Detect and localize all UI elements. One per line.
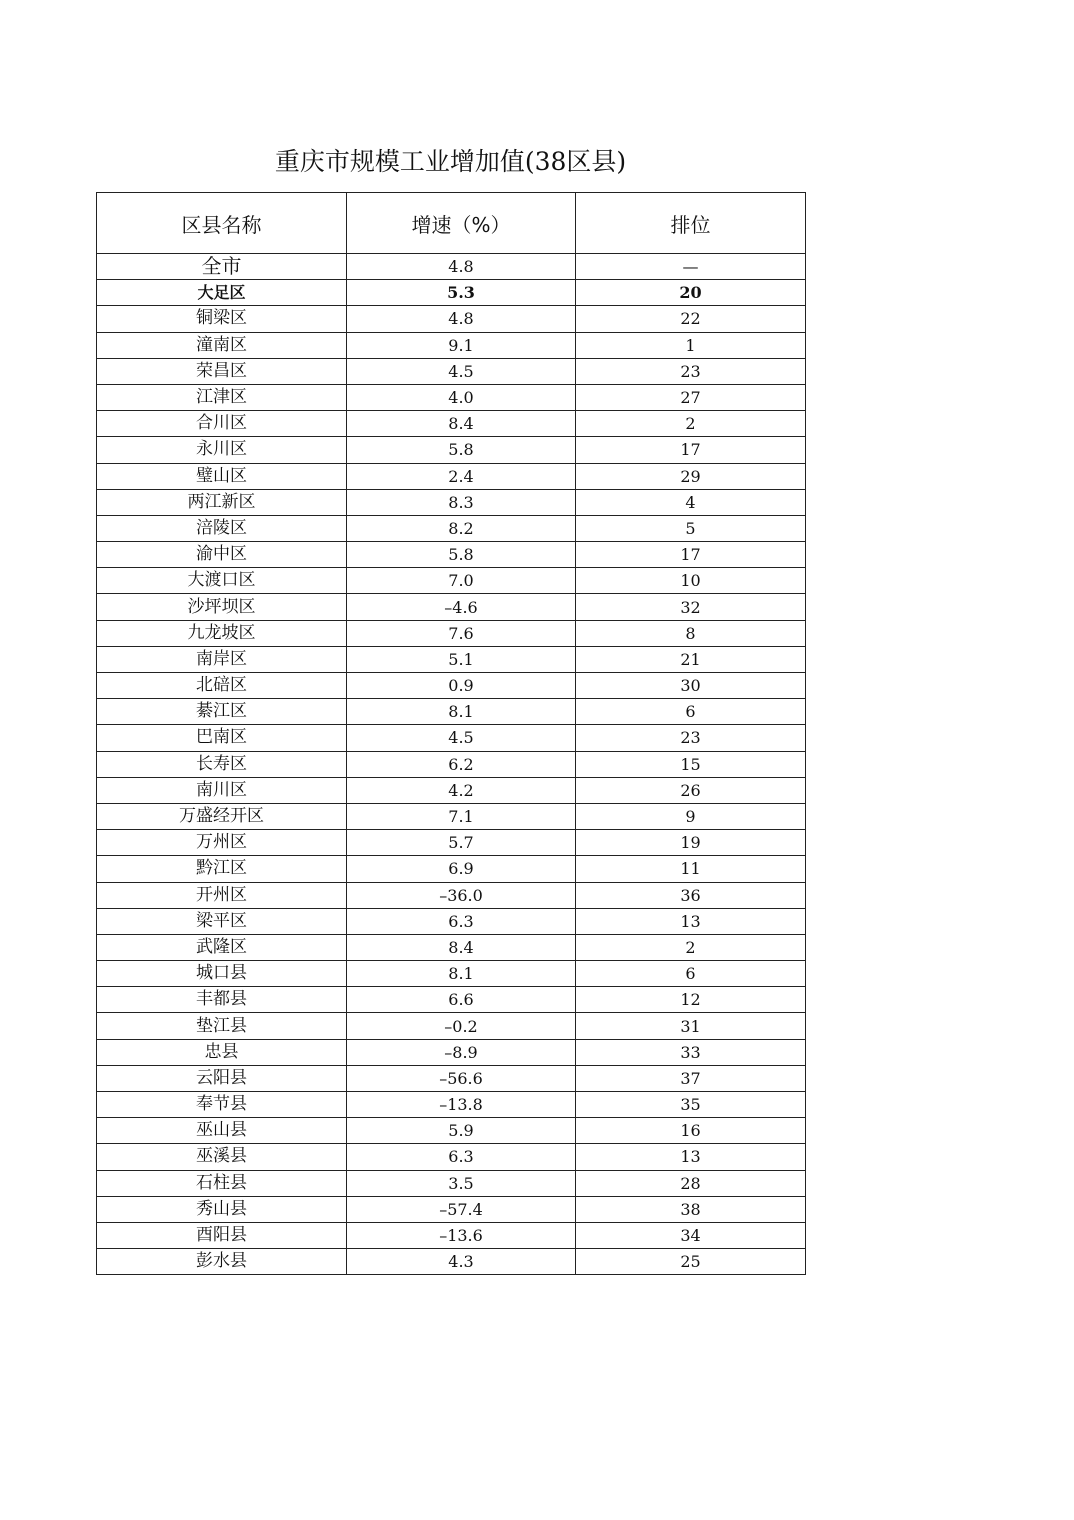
header-district: 区县名称 [97,193,347,254]
rank-value: 26 [576,777,806,803]
table-row [97,830,806,856]
table-header [97,193,806,254]
district-name: 北碚区 [97,673,347,699]
rank-value: 16 [576,1118,806,1144]
growth-value: 5.9 [347,1118,576,1144]
growth-value: 7.0 [347,568,576,594]
table-row [97,777,806,803]
table-row [97,1222,806,1248]
table-row [97,882,806,908]
growth-value: 5.1 [347,646,576,672]
growth-value: 4.5 [347,725,576,751]
district-name: 云阳县 [97,1065,347,1091]
district-name: 永川区 [97,437,347,463]
rank-value: 12 [576,987,806,1013]
district-name: 万盛经开区 [97,803,347,829]
header-row [97,193,806,254]
district-name: 沙坪坝区 [97,594,347,620]
growth-value: 8.4 [347,934,576,960]
district-name: 黔江区 [97,856,347,882]
district-name: 石柱县 [97,1170,347,1196]
growth-value: –0.2 [347,1013,576,1039]
rank-value: 34 [576,1222,806,1248]
table-row [97,699,806,725]
rank-value: 17 [576,542,806,568]
district-name: 南岸区 [97,646,347,672]
growth-value: 8.2 [347,515,576,541]
growth-value: –8.9 [347,1039,576,1065]
rank-value: 6 [576,961,806,987]
growth-value: –13.6 [347,1222,576,1248]
rank-value: 15 [576,751,806,777]
table-row [97,1196,806,1222]
page-title: 重庆市规模工业增加值(38区县) [274,147,627,176]
table-row [97,384,806,410]
growth-value: 5.8 [347,542,576,568]
growth-value: 8.1 [347,699,576,725]
growth-value: 8.1 [347,961,576,987]
growth-value: –56.6 [347,1065,576,1091]
rank-value: 23 [576,358,806,384]
table-row [97,594,806,620]
growth-value: 4.0 [347,384,576,410]
growth-value: –13.8 [347,1092,576,1118]
district-name: 两江新区 [97,489,347,515]
table-row [97,489,806,515]
district-name: 南川区 [97,777,347,803]
district-name: 巫山县 [97,1118,347,1144]
growth-value: 7.1 [347,803,576,829]
growth-value: 4.3 [347,1249,576,1275]
table-row [97,411,806,437]
district-name: 巫溪县 [97,1144,347,1170]
table-row [97,463,806,489]
rank-value: 21 [576,646,806,672]
district-name: 大渡口区 [97,568,347,594]
table-row [97,1039,806,1065]
district-name: 万州区 [97,830,347,856]
district-name: 璧山区 [97,463,347,489]
rank-value: 2 [576,411,806,437]
rank-value: 32 [576,594,806,620]
header-rank: 排位 [576,193,806,254]
district-name: 垫江县 [97,1013,347,1039]
rank-value: 20 [576,280,806,306]
district-name: 梁平区 [97,908,347,934]
district-name: 荣昌区 [97,358,347,384]
growth-value: –57.4 [347,1196,576,1222]
table-row [97,961,806,987]
growth-value: 4.8 [347,306,576,332]
table-row [97,1144,806,1170]
district-name: 秀山县 [97,1196,347,1222]
district-name: 酉阳县 [97,1222,347,1248]
district-name: 合川区 [97,411,347,437]
rank-value: 19 [576,830,806,856]
growth-value: 5.7 [347,830,576,856]
rank-value: 11 [576,856,806,882]
growth-value: 0.9 [347,673,576,699]
district-name: 彭水县 [97,1249,347,1275]
growth-value: 6.6 [347,987,576,1013]
rank-value: 10 [576,568,806,594]
district-name: 綦江区 [97,699,347,725]
growth-value: 9.1 [347,332,576,358]
table-row [97,673,806,699]
rank-value: 27 [576,384,806,410]
header-growth: 增速（%） [347,193,576,254]
rank-value: 1 [576,332,806,358]
district-name: 涪陵区 [97,515,347,541]
table-row [97,1118,806,1144]
rank-value: 23 [576,725,806,751]
district-name: 大足区 [97,280,347,306]
district-name: 开州区 [97,882,347,908]
district-name: 渝中区 [97,542,347,568]
growth-value: 6.3 [347,1144,576,1170]
rank-value: 25 [576,1249,806,1275]
table-row [97,987,806,1013]
table-row [97,306,806,332]
district-name: 武隆区 [97,934,347,960]
growth-value: 8.4 [347,411,576,437]
growth-value: 2.4 [347,463,576,489]
district-name: 忠县 [97,1039,347,1065]
rank-value: 4 [576,489,806,515]
growth-value: –36.0 [347,882,576,908]
rank-value: — [576,254,806,280]
growth-value: 4.5 [347,358,576,384]
rank-value: 6 [576,699,806,725]
table-row [97,568,806,594]
table-row [97,646,806,672]
table-row [97,1013,806,1039]
rank-value: 36 [576,882,806,908]
table-row [97,856,806,882]
table-row [97,1092,806,1118]
table-row [97,358,806,384]
table-row [97,542,806,568]
table-row [97,725,806,751]
growth-value: 5.3 [347,280,576,306]
district-name: 丰都县 [97,987,347,1013]
rank-value: 33 [576,1039,806,1065]
rank-value: 31 [576,1013,806,1039]
rank-value: 2 [576,934,806,960]
district-name: 巴南区 [97,725,347,751]
table-row [97,934,806,960]
table-row [97,1065,806,1091]
total-row [97,254,806,280]
rank-value: 13 [576,1144,806,1170]
rank-value: 22 [576,306,806,332]
table-row [97,803,806,829]
district-name: 全市 [97,254,347,280]
rank-value: 35 [576,1092,806,1118]
rank-value: 38 [576,1196,806,1222]
table-row [97,751,806,777]
district-name: 长寿区 [97,751,347,777]
rank-value: 29 [576,463,806,489]
growth-value: 3.5 [347,1170,576,1196]
district-name: 铜梁区 [97,306,347,332]
rank-value: 9 [576,803,806,829]
rank-value: 8 [576,620,806,646]
rank-value: 37 [576,1065,806,1091]
district-name: 奉节县 [97,1092,347,1118]
rank-value: 30 [576,673,806,699]
growth-value: –4.6 [347,594,576,620]
rank-value: 17 [576,437,806,463]
rank-value: 28 [576,1170,806,1196]
table-row [97,437,806,463]
highlight-row [97,280,806,306]
growth-value: 4.8 [347,254,576,280]
rank-value: 13 [576,908,806,934]
district-name: 潼南区 [97,332,347,358]
growth-table [96,192,806,1275]
district-name: 城口县 [97,961,347,987]
growth-value: 8.3 [347,489,576,515]
table-row [97,620,806,646]
district-name: 九龙坡区 [97,620,347,646]
table-body [97,254,806,1275]
table-row [97,515,806,541]
table-row [97,908,806,934]
table-row [97,1170,806,1196]
growth-value: 4.2 [347,777,576,803]
growth-value: 6.3 [347,908,576,934]
growth-value: 6.9 [347,856,576,882]
rank-value: 5 [576,515,806,541]
growth-value: 5.8 [347,437,576,463]
growth-value: 6.2 [347,751,576,777]
table-row [97,332,806,358]
growth-value: 7.6 [347,620,576,646]
table-row [97,1249,806,1275]
district-name: 江津区 [97,384,347,410]
